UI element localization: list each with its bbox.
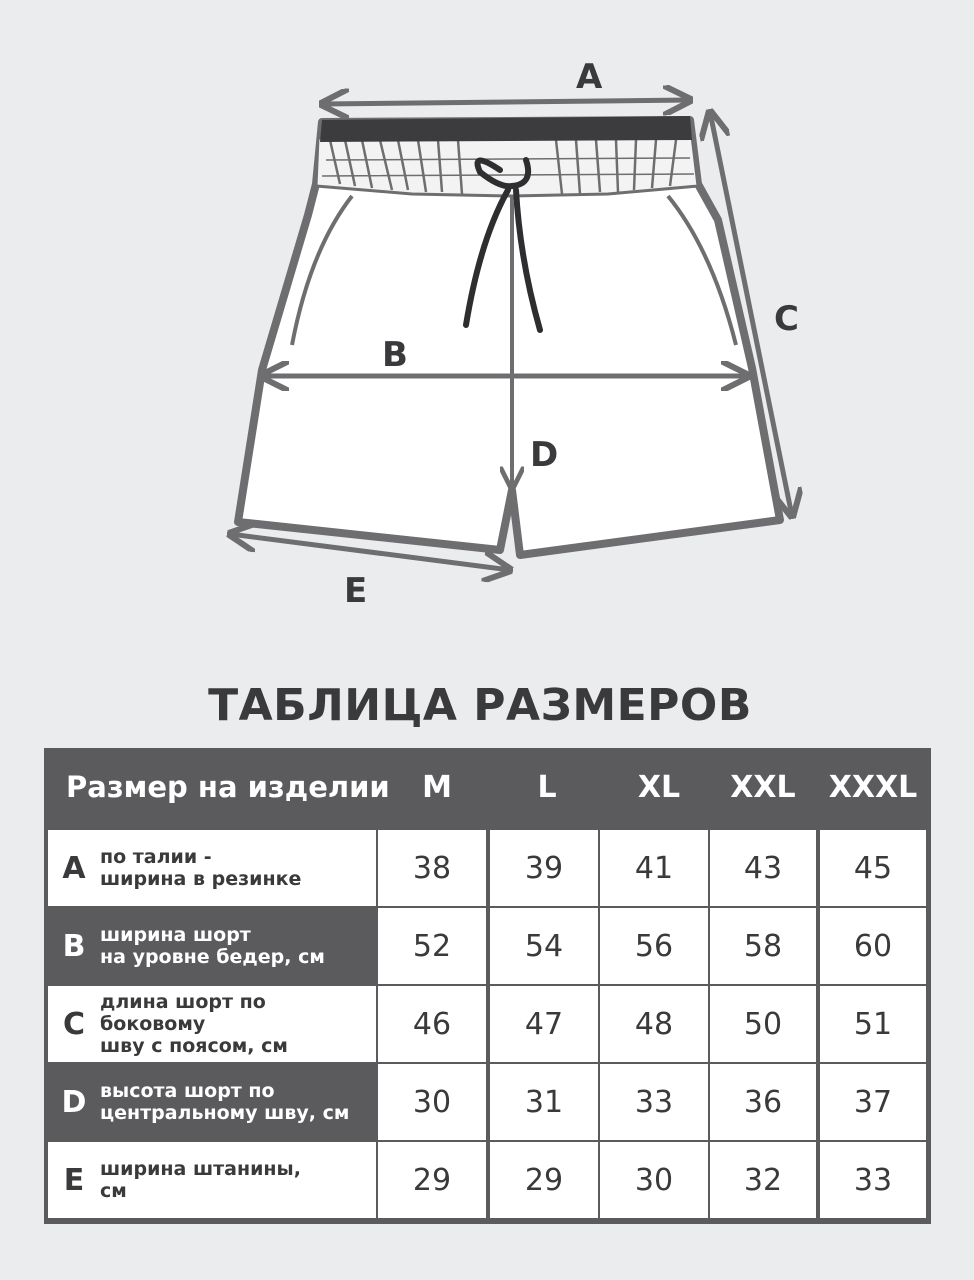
value-cell-l: 54 <box>490 908 598 984</box>
value-cell-xxl: 50 <box>710 986 816 1062</box>
dimension-c-label: C <box>774 299 799 339</box>
row-label-cell <box>48 908 376 984</box>
row-label-cell <box>48 830 376 906</box>
row-description: длина шорт по боковому шву с поясом, см <box>100 991 288 1057</box>
value-cell-m: 29 <box>378 1142 486 1218</box>
value-cell-xxxl: 51 <box>820 986 926 1062</box>
row-description: по талии - ширина в резинке <box>100 846 302 890</box>
row-letter: E <box>63 1162 85 1198</box>
value-cell-l: 29 <box>490 1142 598 1218</box>
row-letter: A <box>62 850 86 886</box>
row-label-cell <box>48 986 376 1062</box>
row-description: высота шорт по центральному шву, см <box>100 1080 350 1124</box>
value-cell-l: 47 <box>490 986 598 1062</box>
row-description: ширина штанины, см <box>100 1158 301 1202</box>
value-cell-xxl: 43 <box>710 830 816 906</box>
value-cell-xl: 48 <box>600 986 708 1062</box>
header-size-xl: XL <box>637 769 681 805</box>
dimension-a-label: A <box>576 57 603 97</box>
value-cell-l: 31 <box>490 1064 598 1140</box>
table-title: ТАБЛИЦА РАЗМЕРОВ <box>208 680 752 731</box>
value-cell-m: 52 <box>378 908 486 984</box>
value-cell-xxxl: 60 <box>820 908 926 984</box>
header-size-l: L <box>537 769 557 805</box>
row-label-cell <box>48 1064 376 1140</box>
header-label: Размер на изделии <box>66 770 390 804</box>
row-letter: C <box>62 1006 86 1042</box>
value-cell-xxxl: 33 <box>820 1142 926 1218</box>
value-cell-xl: 41 <box>600 830 708 906</box>
row-letter: D <box>61 1084 87 1120</box>
waistband-edge <box>320 116 692 142</box>
value-cell-xl: 56 <box>600 908 708 984</box>
row-label-cell <box>48 1142 376 1218</box>
dimension-a-arrow <box>322 100 690 104</box>
value-cell-m: 30 <box>378 1064 486 1140</box>
header-size-xxxl: XXXL <box>828 769 918 805</box>
value-cell-m: 38 <box>378 830 486 906</box>
value-cell-xxxl: 37 <box>820 1064 926 1140</box>
value-cell-xxl: 58 <box>710 908 816 984</box>
size-table <box>44 748 931 1224</box>
dimension-b-label: B <box>382 335 408 375</box>
value-cell-l: 39 <box>490 830 598 906</box>
value-cell-xl: 30 <box>600 1142 708 1218</box>
value-cell-xxl: 36 <box>710 1064 816 1140</box>
row-description: ширина шорт на уровне бедер, см <box>100 924 325 968</box>
value-cell-xxl: 32 <box>710 1142 816 1218</box>
header-size-m: M <box>422 769 452 805</box>
dimension-e-label: E <box>344 571 368 611</box>
header-size-xxl: XXL <box>730 769 796 805</box>
dimension-d-label: D <box>530 435 559 475</box>
value-cell-xxxl: 45 <box>820 830 926 906</box>
row-letter: B <box>62 928 86 964</box>
value-cell-xl: 33 <box>600 1064 708 1140</box>
value-cell-m: 46 <box>378 986 486 1062</box>
